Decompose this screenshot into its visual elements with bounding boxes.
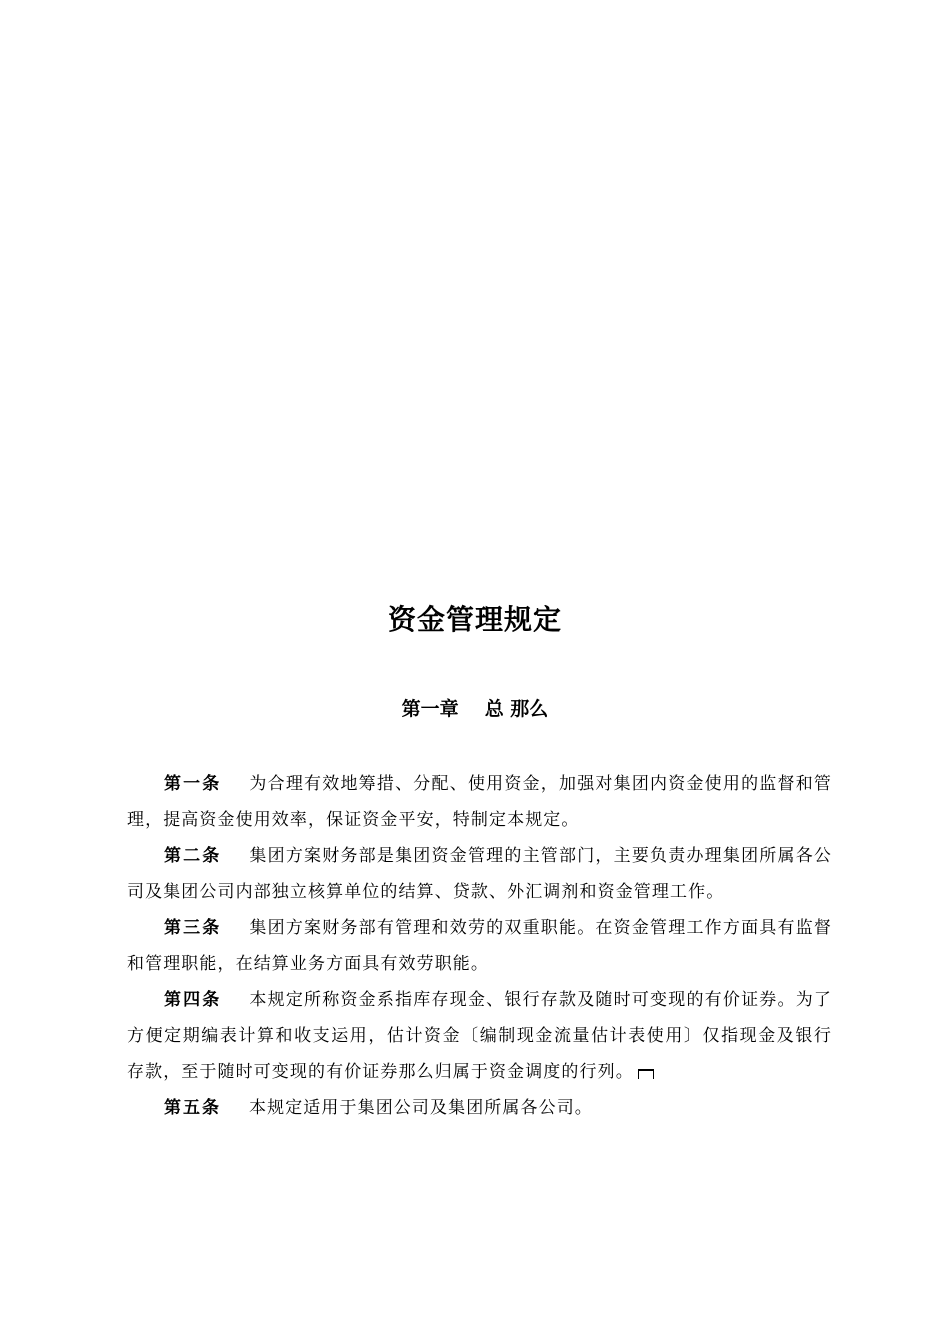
article-1 [127,766,832,838]
article-5 [127,1090,832,1126]
chapter-name: 总 那么 [484,698,549,720]
article-text: 集团方案财务部是集团资金管理的主管部门，主要负责办理集团所属各公司及集团公司内部独立核算单位的结算、贷款、外汇调剂和资金管理工作。 [127,846,832,902]
article-label: 第五条 [164,1098,221,1118]
document-body [127,766,832,1126]
article-2 [127,838,832,910]
article-text: 集团方案财务部有管理和效劳的双重职能。在资金管理工作方面具有监督和管理职能，在结算业务方面具有效劳职能。 [127,918,832,974]
article-text: 本规定适用于集团公司及集团所属各公司。 [249,1098,593,1118]
article-4 [127,982,832,1090]
article-label: 第三条 [164,918,222,938]
article-label: 第一条 [164,774,222,794]
article-label: 第二条 [164,846,222,866]
article-text: 为合理有效地筹措、分配、使用资金，加强对集团内资金使用的监督和管理，提高资金使用效率，保证资金平安，特制定本规定。 [127,774,832,830]
chapter-heading [0,694,950,721]
paragraph-mark-icon [638,1069,654,1079]
chapter-label: 第一章 [401,698,459,720]
document-title: 资金管理规定 [387,603,562,636]
article-label: 第四条 [164,990,222,1010]
article-text: 本规定所称资金系指库存现金、银行存款及随时可变现的有价证券。为了方便定期编表计算和收支运用，估计资金〔编制现金流量估计表使用〕仅指现金及银行存款，至于随时可变现的有价证券那么归属于资金调度的行列。 [127,990,832,1082]
article-3 [127,910,832,982]
